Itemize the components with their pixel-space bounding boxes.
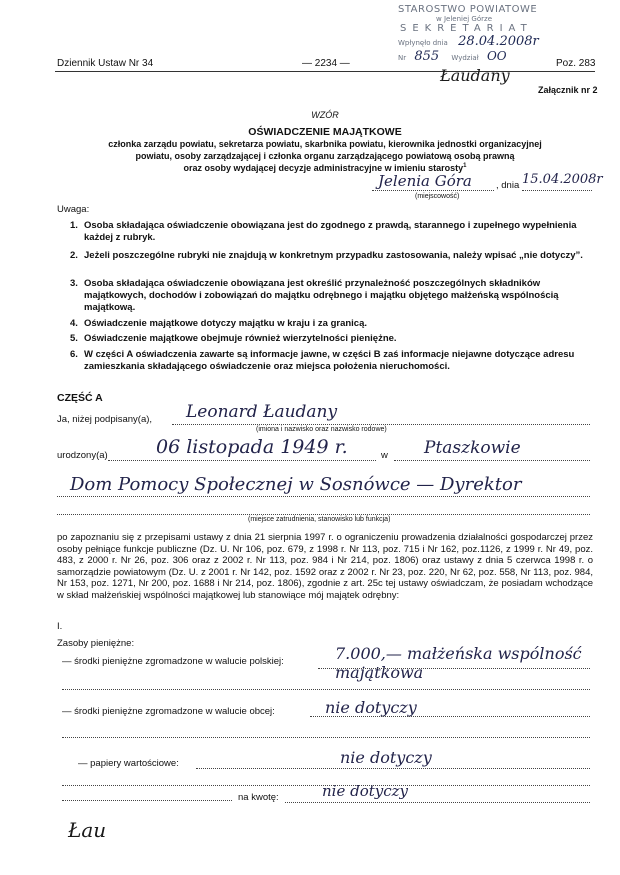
document-title: OŚWIADCZENIE MAJĄTKOWE <box>248 126 402 138</box>
signed-label: Ja, niżej podpisany(a), <box>57 414 153 425</box>
place-handwritten: Jelenia Góra <box>378 172 472 190</box>
header-rule <box>55 71 595 72</box>
stamp-city: w Jeleniej Górze <box>436 15 492 23</box>
note-item-2: 2. Jeżeli poszczególne rubryki nie znajdują w konkretnym przypadku zastosowania, należy wpisać „nie dotyczy”. <box>70 250 583 261</box>
dnia-label: , dnia <box>496 180 520 191</box>
note-item-4: 4. Oświadczenie majątkowe dotyczy majątku w kraju i za granicą. <box>70 318 367 329</box>
initials-handwritten: Łau <box>68 818 107 842</box>
papers-line <box>196 768 590 769</box>
pln-line-2 <box>62 689 590 690</box>
name-caption: (imiona i nazwisko oraz nazwisko rodowe) <box>256 426 387 433</box>
born-place-handwritten: Ptaszkowie <box>424 438 521 458</box>
foreign-line-2 <box>62 737 590 738</box>
note-item-3: 3. Osoba składająca oświadczenie obowiązana jest określić przynależność poszczególnych składników majątkowych, dochodów i zobowiązań do majątku odrębnego i majątku objętego małżeńską wspólnością majątkową. <box>70 278 559 313</box>
section-1-label: I. <box>57 621 63 632</box>
zasoby-label: Zasoby pieniężne: <box>57 638 135 649</box>
born-place-line <box>394 460 590 461</box>
kwote-handwritten: nie dotyczy <box>322 782 409 800</box>
workplace-caption: (miejsce zatrudnienia, stanowisko lub funkcja) <box>248 516 391 523</box>
workplace-line-1 <box>57 496 590 497</box>
attachment-label: Załącznik nr 2 <box>538 85 598 95</box>
date-line <box>522 190 592 191</box>
name-line <box>172 424 590 425</box>
part-a-heading: CZĘŚĆ A <box>57 392 103 404</box>
subtitle-line-2: powiatu, osoby zarządzającej i członka organu zarządzającego powiatową osobą prawną <box>135 151 515 161</box>
registration-stamp <box>398 4 568 66</box>
foreign-handwritten: nie dotyczy <box>325 698 417 717</box>
uwaga-label: Uwaga: <box>57 204 90 215</box>
stamp-nr-row: Nr 855 Wydział OO <box>398 49 507 64</box>
stamp-nr-handwritten: 855 <box>414 49 440 64</box>
born-date-handwritten: 06 listopada 1949 r. <box>156 436 348 458</box>
subtitle-line-3: oraz osoby wydającej decyzje administracyjne w imieniu starosty$^1$ <box>183 163 467 173</box>
pln-line <box>318 668 590 669</box>
stamp-office: STAROSTWO POWIATOWE <box>398 4 538 15</box>
place-line <box>372 190 494 191</box>
subtitle-line-1: członka zarządu powiatu, sekretarza powiatu, skarbnika powiatu, kierownika jednostki organizacyjnej <box>108 139 542 149</box>
position-number: Poz. 283 <box>556 58 596 69</box>
name-handwritten: Leonard Łaudany <box>186 402 338 422</box>
date-handwritten: 15.04.2008r <box>522 172 603 187</box>
born-date-line <box>108 460 376 461</box>
papers-label: — papiery wartościowe: <box>78 758 179 769</box>
note-item-6: 6. W części A oświadczenia zawarte są informacje jawne, w części B zaś informacje niejawne dotyczące adresu zamieszkania składającego oświadczenie oraz miejsca położenia nieruchomości. <box>70 349 575 372</box>
w-label: w <box>381 450 388 461</box>
workplace-handwritten: Dom Pomocy Społecznej w Sosnówce — Dyrektor <box>70 474 522 495</box>
stamp-sekretariat: SEKRETARIAT <box>400 23 533 34</box>
place-caption: (miejscowość) <box>415 193 460 200</box>
kwote-pre-line <box>62 800 232 801</box>
page-number: — 2234 — <box>302 58 350 69</box>
kwote-line <box>285 802 590 803</box>
wzor-label: WZÓR <box>311 110 339 120</box>
law-paragraph: po zapoznaniu się z przepisami ustawy z dnia 21 sierpnia 1997 r. o ograniczeniu prowadzenia działalności gospodarczej przez osoby pełniące funkcje publiczne (Dz. U. Nr 106, poz. 679, z 1998 r. Nr 113, poz. 715 i Nr 162, poz.1126, z 1999 r. Nr 49, poz. 483, z 2000 r. Nr 26, poz. 306 oraz z 2002 r. Nr 113, poz. 984 i Nr 214, poz. 1806) oraz ustawy z dnia 5 czerwca 1998 r. o samorządzie powiatowym (Dz. U. z 2001 r. Nr 142, poz. 1592 oraz z 2002 r. Nr 23, poz. 220, Nr 62, poz. 558, Nr 113, poz. 984, Nr 153, poz. 1271, Nr 200, poz. 1688 i Nr 214, poz. 1806), zgodnie z art. 25c tej ustawy oświadczam, że posiadam wchodzące w skład małżeńskiej wspólności majątkowej lub stanowiące mój majątek odrębny: <box>57 532 593 601</box>
kwote-label: na kwotę: <box>238 792 279 803</box>
born-label: urodzony(a) <box>57 450 108 461</box>
stamp-date-handwritten: 28.04.2008r <box>458 34 539 49</box>
stamp-received: Wpłynęło dnia 28.04.2008r <box>398 34 539 49</box>
pln-handwritten: 7.000,— małżeńska wspólność majątkowa <box>335 644 582 682</box>
workplace-line-2 <box>57 514 590 515</box>
stamp-wydzial-handwritten: OO <box>486 49 507 63</box>
note-item-5: 5. Oświadczenie majątkowe obejmuje również wierzytelności pieniężne. <box>70 333 397 344</box>
foreign-line <box>310 716 590 717</box>
pln-label: — środki pieniężne zgromadzone w walucie polskiej: <box>62 656 284 667</box>
foreign-label: — środki pieniężne zgromadzone w walucie obcej: <box>62 706 275 717</box>
signature-top: Łaudany <box>440 66 510 85</box>
note-item-1: 1. Osoba składająca oświadczenie obowiązana jest do zgodnego z prawdą, starannego i zupełnego wypełnienia każdej z rubryk. <box>70 220 577 243</box>
journal-title: Dziennik Ustaw Nr 34 <box>57 58 154 69</box>
papers-handwritten: nie dotyczy <box>340 748 432 767</box>
